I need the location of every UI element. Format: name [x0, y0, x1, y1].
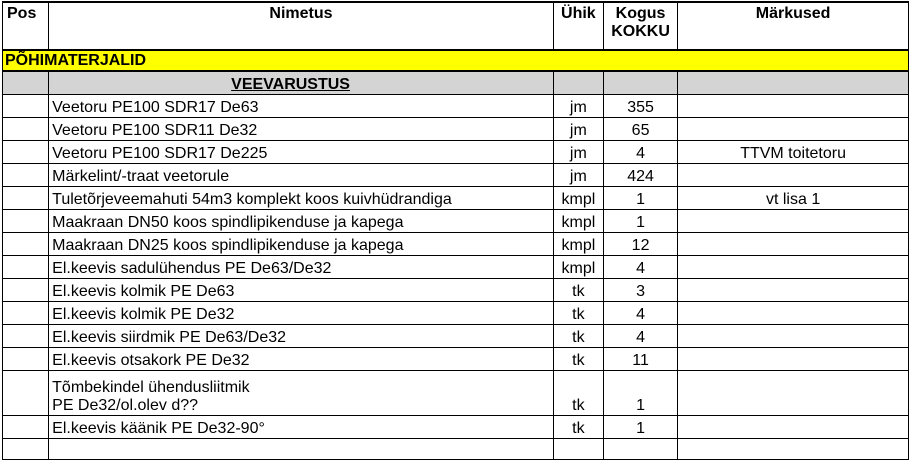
item-qty: 1	[603, 187, 677, 210]
empty-row	[3, 439, 909, 460]
header-qty	[603, 2, 677, 50]
item-name-line1: Tõmbekindel ühendusliitmik	[52, 379, 250, 396]
item-note: TTVM toitetoru	[678, 141, 909, 164]
pos-cell	[3, 416, 49, 439]
empty-cell	[49, 439, 554, 460]
empty-cell	[678, 439, 909, 460]
item-note	[678, 118, 909, 141]
item-qty: 65	[603, 118, 677, 141]
group-title: VEEVARUSTUS	[49, 71, 554, 95]
item-qty: 1	[603, 371, 677, 416]
header-pos: Pos	[3, 2, 49, 50]
pos-cell	[3, 141, 49, 164]
item-note	[678, 325, 909, 348]
item-qty: 3	[603, 279, 677, 302]
item-name: El.keevis kolmik PE De32	[49, 302, 554, 325]
pos-cell	[3, 95, 49, 118]
table-row	[3, 210, 909, 233]
item-note	[678, 210, 909, 233]
pos-cell	[3, 233, 49, 256]
item-qty: 4	[603, 141, 677, 164]
item-qty: 355	[603, 95, 677, 118]
table-row	[3, 164, 909, 187]
table-row	[3, 325, 909, 348]
item-unit: tk	[553, 348, 603, 371]
item-name: Veetoru PE100 SDR17 De63	[49, 95, 554, 118]
pos-cell	[3, 348, 49, 371]
table-row	[3, 187, 909, 210]
empty-cell	[553, 439, 603, 460]
item-unit: tk	[553, 371, 603, 416]
item-qty: 4	[603, 302, 677, 325]
empty-cell	[603, 439, 677, 460]
item-qty: 4	[603, 325, 677, 348]
item-unit: tk	[553, 279, 603, 302]
item-unit: tk	[553, 325, 603, 348]
item-name: Tuletõrjeveemahuti 54m3 komplekt koos kuivhüdrandiga	[49, 187, 554, 210]
item-unit: tk	[553, 302, 603, 325]
item-name: Veetoru PE100 SDR11 De32	[49, 118, 554, 141]
header-notes: Märkused	[678, 2, 909, 50]
item-note	[678, 279, 909, 302]
item-unit: kmpl	[553, 233, 603, 256]
item-unit: jm	[553, 118, 603, 141]
group-pos-cell	[3, 71, 49, 95]
pos-cell	[3, 325, 49, 348]
table-row	[3, 256, 909, 279]
item-note	[678, 348, 909, 371]
item-unit: jm	[553, 141, 603, 164]
item-qty: 424	[603, 164, 677, 187]
item-name-line2: PE De32/ol.olev d??	[52, 397, 199, 414]
header-qty-line2: KOKKU	[611, 23, 670, 40]
item-name: El.keevis käänik PE De32-90°	[49, 416, 554, 439]
item-qty: 12	[603, 233, 677, 256]
header-row	[3, 2, 909, 50]
header-qty-line1: Kogus	[615, 5, 666, 22]
item-name: Maakraan DN25 koos spindlipikenduse ja kapega	[49, 233, 554, 256]
item-note: vt lisa 1	[678, 187, 909, 210]
item-qty: 4	[603, 256, 677, 279]
table-row	[3, 348, 909, 371]
pos-cell	[3, 302, 49, 325]
item-unit: jm	[553, 164, 603, 187]
section-row	[3, 50, 909, 71]
header-unit: Ühik	[553, 2, 603, 50]
item-unit: kmpl	[553, 256, 603, 279]
pos-cell	[3, 210, 49, 233]
item-note	[678, 302, 909, 325]
empty-cell	[3, 439, 49, 460]
item-name: Märkelint/-traat veetorule	[49, 164, 554, 187]
item-name: El.keevis siirdmik PE De63/De32	[49, 325, 554, 348]
table-row	[3, 118, 909, 141]
group-row	[3, 71, 909, 95]
item-unit: kmpl	[553, 210, 603, 233]
item-name: El.keevis otsakork PE De32	[49, 348, 554, 371]
group-qty-cell	[603, 71, 677, 95]
item-name: Veetoru PE100 SDR17 De225	[49, 141, 554, 164]
table-row	[3, 302, 909, 325]
pos-cell	[3, 256, 49, 279]
item-note	[678, 95, 909, 118]
item-note	[678, 164, 909, 187]
pos-cell	[3, 279, 49, 302]
table-row	[3, 95, 909, 118]
section-title: PÕHIMATERJALID	[3, 50, 909, 71]
item-unit: jm	[553, 95, 603, 118]
pos-cell	[3, 187, 49, 210]
item-qty: 1	[603, 416, 677, 439]
pos-cell	[3, 118, 49, 141]
item-note	[678, 371, 909, 416]
materials-table	[2, 1, 909, 460]
item-name: El.keevis sadulühendus PE De63/De32	[49, 256, 554, 279]
table-row	[3, 233, 909, 256]
item-qty: 1	[603, 210, 677, 233]
item-unit: tk	[553, 416, 603, 439]
item-note	[678, 256, 909, 279]
table-row	[3, 416, 909, 439]
item-note	[678, 233, 909, 256]
item-name	[49, 371, 554, 416]
table-row	[3, 371, 909, 416]
item-unit: kmpl	[553, 187, 603, 210]
item-note	[678, 416, 909, 439]
table-row	[3, 141, 909, 164]
group-note-cell	[678, 71, 909, 95]
pos-cell	[3, 371, 49, 416]
pos-cell	[3, 164, 49, 187]
item-name: El.keevis kolmik PE De63	[49, 279, 554, 302]
item-name: Maakraan DN50 koos spindlipikenduse ja kapega	[49, 210, 554, 233]
spreadsheet	[2, 1, 909, 469]
item-qty: 11	[603, 348, 677, 371]
table-row	[3, 279, 909, 302]
group-unit-cell	[553, 71, 603, 95]
header-name: Nimetus	[49, 2, 554, 50]
